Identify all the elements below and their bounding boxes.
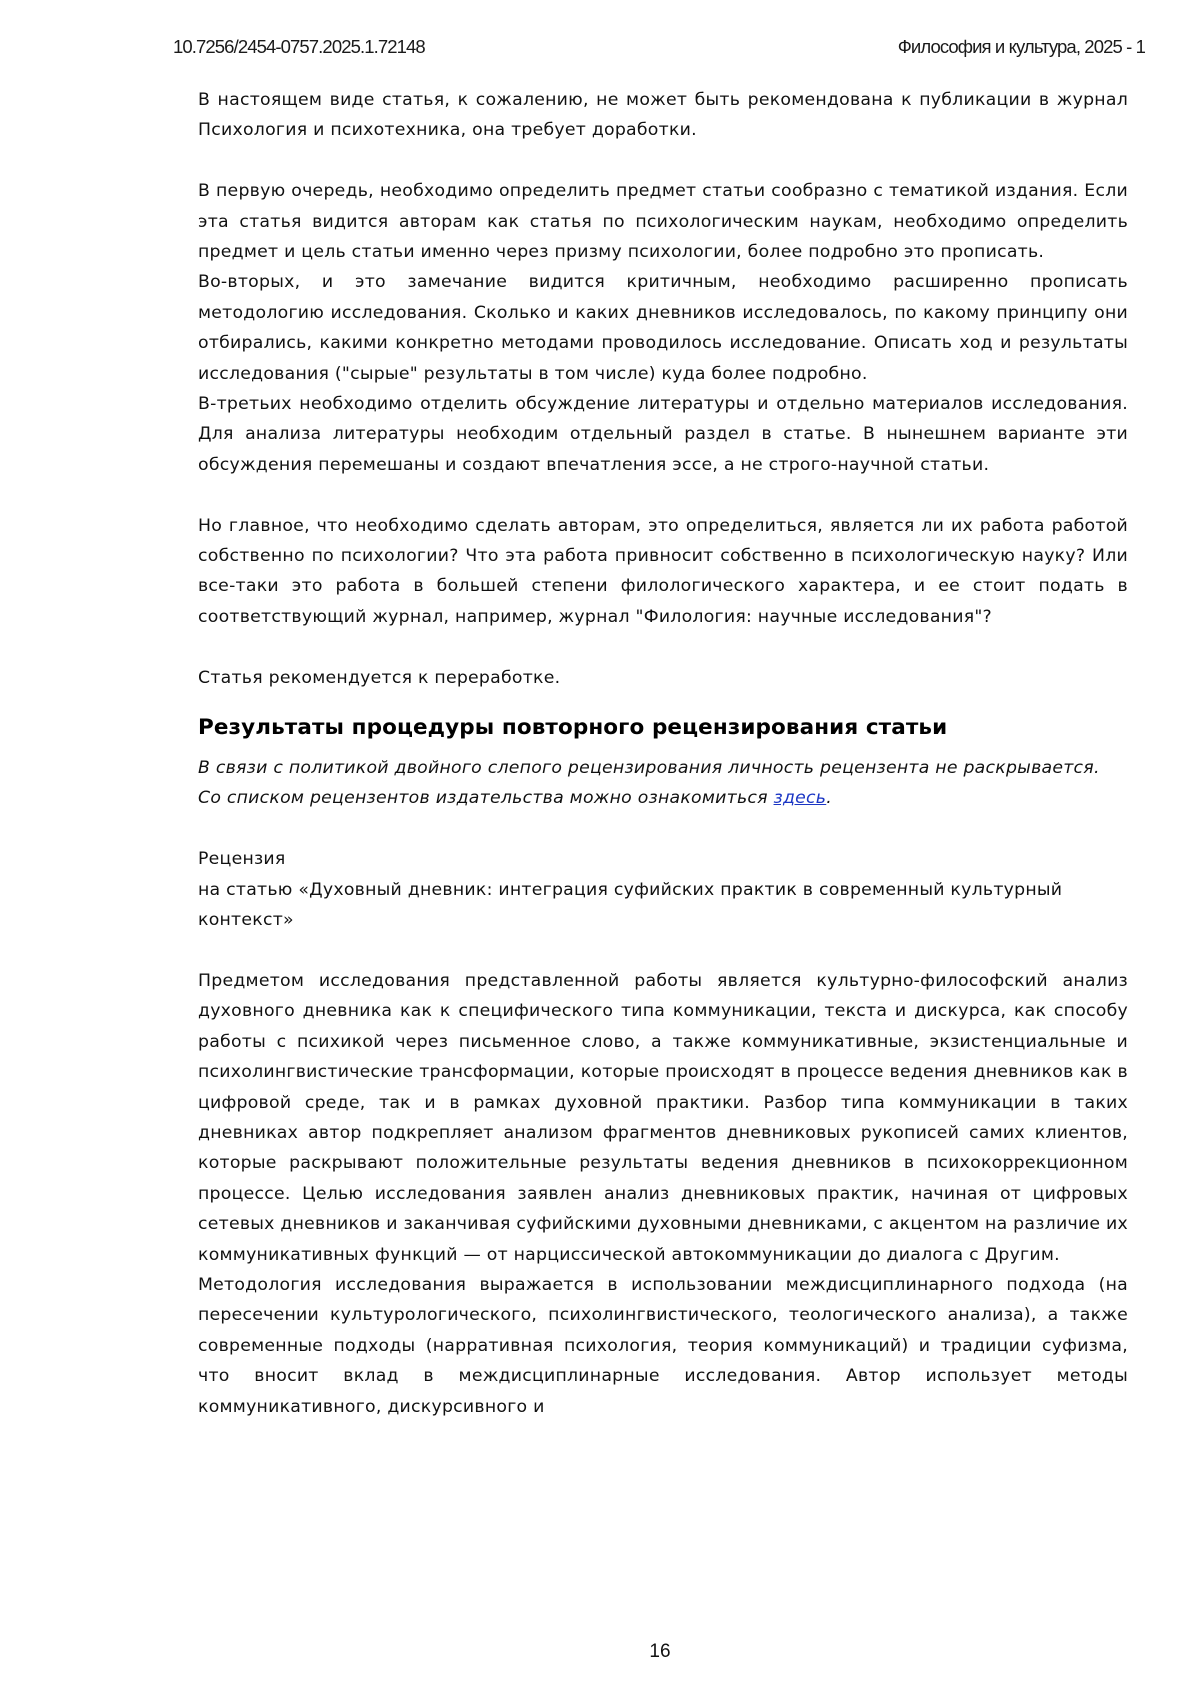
doi-label: 10.7256/2454-0757.2025.1.72148 bbox=[173, 36, 425, 58]
running-header bbox=[173, 36, 1145, 62]
paragraph-gap bbox=[198, 632, 1128, 662]
review2-paragraph-1: Предметом исследования представленной работы является культурно-философский анализ духовного дневника как к специфического типа коммуникации, текста и дискурса, как способу работы с психикой через письменное слово, а также коммуникативные, экзистенциальные и психолингвистические трансформации, которые происходят в процессе ведения дневников как в цифровой среде, так и в рамках духовной практики. Разбор типа коммуникации в таких дневниках автор подкрепляет анализом фрагментов дневниковых рукописей самих клиентов, которые раскрывают положительные результаты ведения дневников в психокоррекционном процессе. Целью исследования заявлен анализ дневниковых практик, начиная от цифровых сетевых дневников и заканчивая суфийскими духовными дневниками, с акцентом на различие их коммуникативных функций — от нарциссической автокоммуникации до диалога с Другим. bbox=[198, 966, 1128, 1270]
section-title: Результаты процедуры повторного рецензирования статьи bbox=[198, 711, 1128, 745]
page-content bbox=[198, 85, 1128, 1422]
journal-issue-label: Философия и культура, 2025 - 1 bbox=[898, 36, 1145, 58]
reviewers-list-link[interactable]: здесь bbox=[774, 788, 827, 808]
page-number: 16 bbox=[0, 1641, 1200, 1663]
review1-paragraph-1: В настоящем виде статья, к сожалению, не может быть рекомендована к публикации в журнал Психология и психотехника, она требует доработки. bbox=[198, 85, 1128, 146]
review2-subject: на статью «Духовный дневник: интеграция суфийских практик в современный культурный контекст» bbox=[198, 875, 1128, 936]
reviewers-note-suffix: . bbox=[826, 788, 832, 808]
review1-paragraph-4: В-третьих необходимо отделить обсуждение литературы и отдельно материалов исследования. Для анализа литературы необходим отдельный раздел в статье. В нынешнем варианте эти обсуждения перемешаны и создают впечатления эссе, а не строго-научной статьи. bbox=[198, 389, 1128, 480]
paragraph-gap bbox=[198, 480, 1128, 510]
review1-paragraph-3: Во-вторых, и это замечание видится критичным, необходимо расширенно прописать методологию исследования. Сколько и каких дневников исследовалось, по какому принципу они отбирались, какими конкретно методами проводилось исследование. Описать ход и результаты исследования ("сырые" результаты в том числе) куда более подробно. bbox=[198, 267, 1128, 389]
reviewers-list-note bbox=[198, 783, 1128, 813]
paragraph-gap bbox=[198, 936, 1128, 966]
review1-paragraph-5: Но главное, что необходимо сделать авторам, это определиться, является ли их работа работой собственно по психологии? Что эта работа привносит собственно в психологическую науку? Или все-таки это работа в большей степени филологического характера, и ее стоит подать в соответствующий журнал, например, журнал "Филология: научные исследования"? bbox=[198, 511, 1128, 633]
review2-heading: Рецензия bbox=[198, 844, 1128, 874]
reviewers-note-text: Со списком рецензентов издательства можно ознакомиться bbox=[198, 788, 774, 808]
paragraph-gap bbox=[198, 146, 1128, 176]
paragraph-gap bbox=[198, 814, 1128, 844]
anonymity-note: В связи с политикой двойного слепого рецензирования личность рецензента не раскрывается. bbox=[198, 753, 1128, 783]
review1-conclusion: Статья рекомендуется к переработке. bbox=[198, 663, 1128, 693]
review2-paragraph-2: Методология исследования выражается в использовании междисциплинарного подхода (на пересечении культурологического, психолингвистического, теологического анализа), а также современные подходы (нарративная психология, теория коммуникаций) и традиции суфизма, что вносит вклад в междисциплинарные исследования. Автор использует методы коммуникативного, дискурсивного и bbox=[198, 1270, 1128, 1422]
review1-paragraph-2: В первую очередь, необходимо определить предмет статьи сообразно с тематикой издания. Если эта статья видится авторам как статья по психологическим наукам, необходимо определить предмет и цель статьи именно через призму психологии, более подробно это прописать. bbox=[198, 176, 1128, 267]
